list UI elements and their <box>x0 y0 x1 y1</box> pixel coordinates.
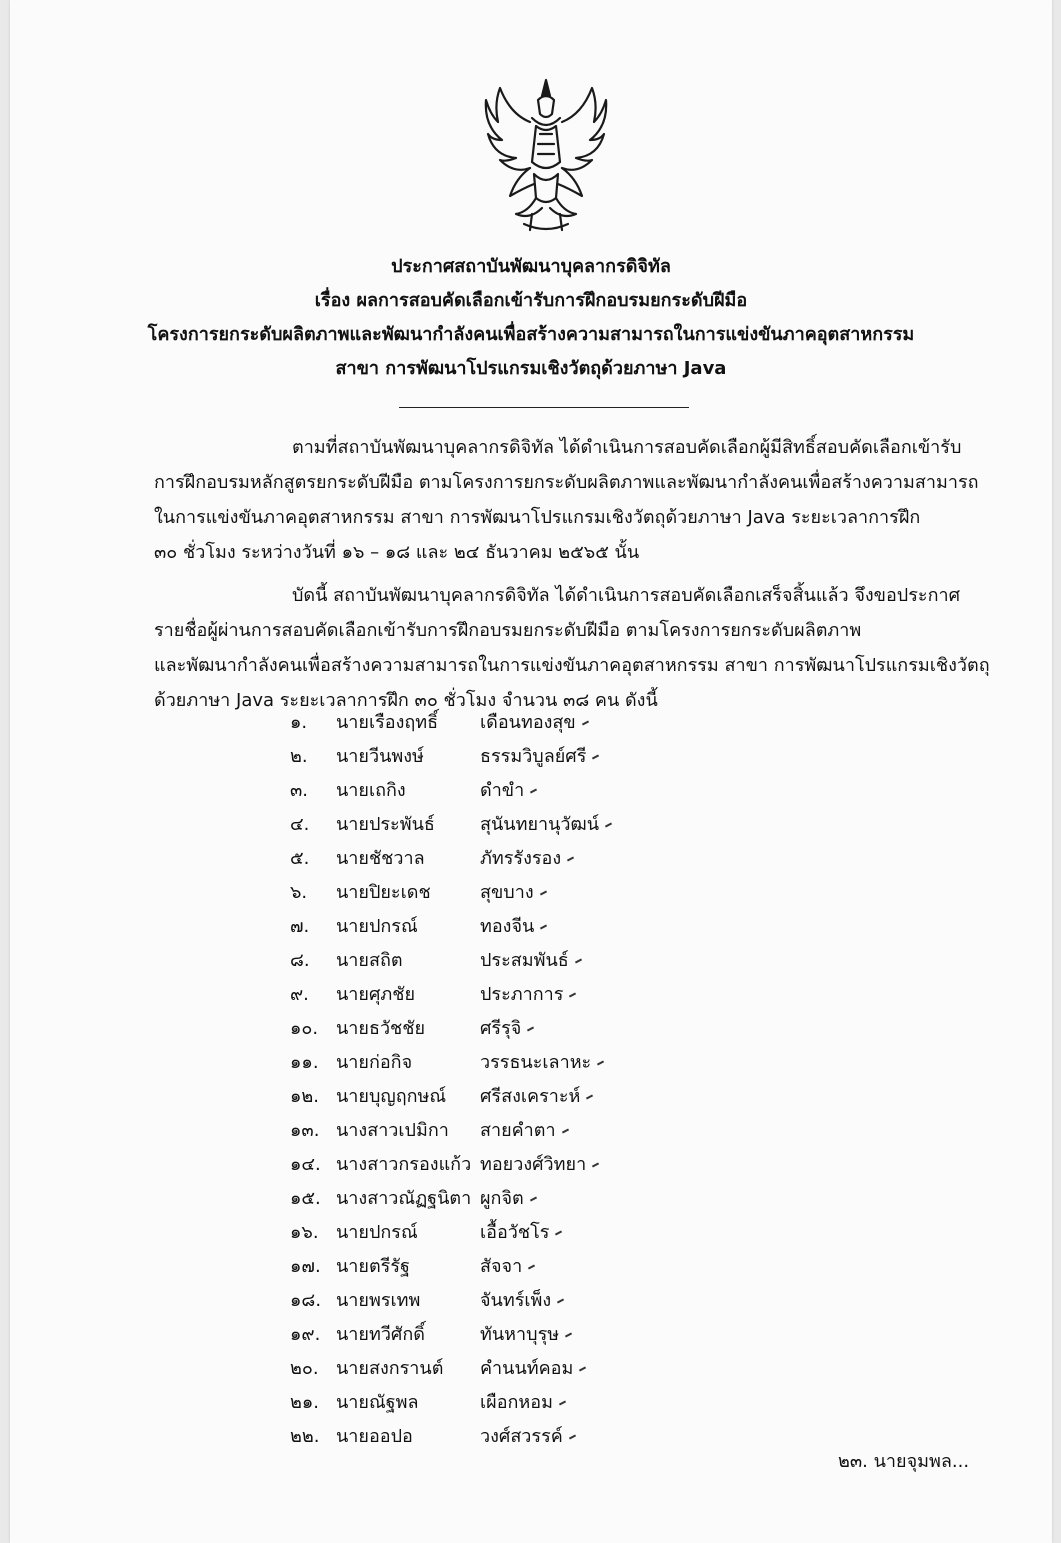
list-item-last-name: วรรธนะเลาหะ <box>480 1052 592 1073</box>
list-item-number: ๖. <box>290 882 308 903</box>
list-item-last-name-cell <box>480 1148 599 1182</box>
list-item-last-name: คำนนท์คอม <box>480 1358 574 1379</box>
paragraph-1-line-3: ในการแข่งขันภาคอุตสาหกรรม สาขา การพัฒนาโปรแกรมเชิงวัตถุด้วยภาษา Java ระยะเวลาการฝึก <box>154 507 921 528</box>
list-item-number: ๕. <box>290 848 310 869</box>
list-item <box>290 910 650 944</box>
check-mark-icon <box>575 958 582 963</box>
list-item <box>290 706 650 740</box>
list-item-last-name-cell <box>480 1420 576 1454</box>
list-item <box>290 1114 650 1148</box>
list-item-last-name: ภัทรรังรอง <box>480 848 562 869</box>
list-item <box>290 1318 650 1352</box>
list-item-first-name: นายทวีศักดิ์ <box>336 1324 425 1345</box>
check-mark-icon <box>555 1230 562 1235</box>
list-item-first-name: นายเถกิง <box>336 780 406 801</box>
list-item <box>290 1420 650 1454</box>
list-item-last-name-cell <box>480 1352 586 1386</box>
list-item-number: ๑๓. <box>290 1120 320 1141</box>
check-mark-icon <box>557 1298 564 1303</box>
list-item-first-name: นายปกรณ์ <box>336 916 418 937</box>
paragraph-2-line-4: ด้วยภาษา Java ระยะเวลาการฝึก ๓๐ ชั่วโมง จำนวน ๓๘ คน ดังนี้ <box>154 690 658 711</box>
list-item-last-name-cell <box>480 706 589 740</box>
list-item <box>290 1046 650 1080</box>
list-item <box>290 1080 650 1114</box>
list-item-last-name-cell <box>480 774 537 808</box>
list-item-first-name: นายศุภชัย <box>336 984 416 1005</box>
check-mark-icon <box>565 1332 572 1337</box>
paragraph-1-line-1: ตามที่สถาบันพัฒนาบุคลากรดิจิทัล ได้ดำเนินการสอบคัดเลือกผู้มีสิทธิ์สอบคัดเลือกเข้ารับ <box>292 437 962 458</box>
list-item-first-name: นายบุญฤกษณ์ <box>336 1086 447 1107</box>
list-item-last-name: ทันหาบุรุษ <box>480 1324 560 1345</box>
paragraph-1-line-4: ๓๐ ชั่วโมง ระหว่างวันที่ ๑๖ – ๑๘ และ ๒๔ ธันวาคม ๒๕๖๕ นั้น <box>154 542 640 563</box>
list-item <box>290 1148 650 1182</box>
list-item-last-name-cell <box>480 1284 564 1318</box>
paragraph-2-line-2: รายชื่อผู้ผ่านการสอบคัดเลือกเข้ารับการฝึกอบรมยกระดับฝีมือ ตามโครงการยกระดับผลิตภาพ <box>154 620 862 641</box>
list-item-first-name: นายออปอ <box>336 1426 413 1447</box>
list-item <box>290 1250 650 1284</box>
header-divider <box>399 407 689 408</box>
check-mark-icon <box>540 924 547 929</box>
list-item-last-name: สัจจา <box>480 1256 523 1277</box>
list-item <box>290 1012 650 1046</box>
list-item <box>290 1216 650 1250</box>
list-item <box>290 740 650 774</box>
check-mark-icon <box>528 1264 535 1269</box>
list-item-number: ๑๗. <box>290 1256 321 1277</box>
list-item-last-name-cell <box>480 978 576 1012</box>
list-item <box>290 1182 650 1216</box>
candidate-list <box>290 706 650 1454</box>
list-item-number: ๒. <box>290 746 308 767</box>
list-item-last-name: ดำขำ <box>480 780 525 801</box>
list-item-last-name-cell <box>480 910 547 944</box>
check-mark-icon <box>579 1366 586 1371</box>
list-item-last-name: ผูกจิต <box>480 1188 524 1209</box>
list-item-first-name: นายตรีรัฐ <box>336 1256 410 1277</box>
list-item-number: ๑๒. <box>290 1086 320 1107</box>
check-mark-icon <box>605 822 612 827</box>
list-item-first-name: นายสงกรานต์ <box>336 1358 444 1379</box>
check-mark-icon <box>567 856 574 861</box>
list-item-number: ๔. <box>290 814 310 835</box>
paragraph-2-line-3: และพัฒนากำลังคนเพื่อสร้างความสามารถในการแข่งขันภาคอุตสาหกรรม สาขา การพัฒนาโปรแกรมเชิงวัตถุ <box>154 655 990 676</box>
list-item-last-name: ทอยวงศ์วิทยา <box>480 1154 587 1175</box>
list-item-last-name-cell <box>480 1386 566 1420</box>
list-item-last-name-cell <box>480 1182 537 1216</box>
list-item-last-name: ธรรมวิบูลย์ศรี <box>480 746 587 767</box>
check-mark-icon <box>569 1434 576 1439</box>
list-item-number: ๑๑. <box>290 1052 319 1073</box>
list-item-last-name: ประสมพันธ์ <box>480 950 569 971</box>
header-line-1: ประกาศสถาบันพัฒนาบุคลากรดิจิทัล <box>391 256 671 277</box>
list-item-last-name-cell <box>480 1012 534 1046</box>
list-item-number: ๒๒. <box>290 1426 320 1447</box>
check-mark-icon <box>592 1162 599 1167</box>
list-item-number: ๘. <box>290 950 310 971</box>
check-mark-icon <box>562 1128 569 1133</box>
list-item-number: ๗. <box>290 916 310 937</box>
list-item-last-name: จันทร์เพ็ง <box>480 1290 552 1311</box>
check-mark-icon <box>559 1400 566 1405</box>
check-mark-icon <box>592 754 599 759</box>
list-item-last-name: ประภาการ <box>480 984 564 1005</box>
check-mark-icon <box>527 1026 534 1031</box>
list-item-first-name: นายธวัชชัย <box>336 1018 426 1039</box>
list-item-number: ๑๙. <box>290 1324 321 1345</box>
list-item-number: ๑๐. <box>290 1018 319 1039</box>
list-item-last-name: ศรีสงเคราะห์ <box>480 1086 581 1107</box>
list-item-last-name: ศรีรุจิ <box>480 1018 522 1039</box>
list-item-first-name: นายก่อกิจ <box>336 1052 413 1073</box>
list-item <box>290 1386 650 1420</box>
list-item-last-name-cell <box>480 1046 604 1080</box>
paragraph-2 <box>154 578 990 718</box>
list-item-last-name: สุนันทยานุวัฒน์ <box>480 814 600 835</box>
list-item-last-name: สายคำตา <box>480 1120 556 1141</box>
list-item-number: ๑๘. <box>290 1290 322 1311</box>
list-item-first-name: นายพรเทพ <box>336 1290 421 1311</box>
list-item-first-name: นายปกรณ์ <box>336 1222 418 1243</box>
list-item-first-name: นายวีนพงษ์ <box>336 746 424 767</box>
list-item-first-name: นายสถิต <box>336 950 403 971</box>
list-item-number: ๑. <box>290 712 308 733</box>
paragraph-1-line-2: การฝึกอบรมหลักสูตรยกระดับฝีมือ ตามโครงการยกระดับผลิตภาพและพัฒนากำลังคนเพื่อสร้างความสามารถ <box>154 472 979 493</box>
list-item-last-name: สุขบาง <box>480 882 534 903</box>
check-mark-icon <box>586 1094 593 1099</box>
paragraph-1 <box>154 430 979 570</box>
list-item-last-name-cell <box>480 1080 593 1114</box>
list-item-first-name: นายชัชวาล <box>336 848 425 869</box>
list-item-first-name: นางสาวเปมิกา <box>336 1120 449 1141</box>
list-item-last-name-cell <box>480 740 599 774</box>
list-item-last-name-cell <box>480 944 582 978</box>
check-mark-icon <box>540 890 547 895</box>
list-item-last-name: ทองจีน <box>480 916 535 937</box>
header-line-4: สาขา การพัฒนาโปรแกรมเชิงวัตถุด้วยภาษา Java <box>335 358 727 379</box>
list-item-number: ๑๕. <box>290 1188 321 1209</box>
list-item <box>290 978 650 1012</box>
list-item-last-name-cell <box>480 1216 562 1250</box>
header-line-2: เรื่อง ผลการสอบคัดเลือกเข้ารับการฝึกอบรมยกระดับฝีมือ <box>314 290 748 311</box>
list-item-last-name-cell <box>480 808 612 842</box>
list-item-first-name: นางสาวกรองแก้ว <box>336 1154 472 1175</box>
check-mark-icon <box>530 1196 537 1201</box>
list-item <box>290 842 650 876</box>
list-item <box>290 944 650 978</box>
list-item-last-name: วงศ์สวรรค์ <box>480 1426 563 1447</box>
paragraph-2-line-1: บัดนี้ สถาบันพัฒนาบุคลากรดิจิทัล ได้ดำเนินการสอบคัดเลือกเสร็จสิ้นแล้ว จึงขอประกาศ <box>292 585 960 606</box>
list-item <box>290 774 650 808</box>
list-item-first-name: นายณัฐพล <box>336 1392 419 1413</box>
check-mark-icon <box>569 992 576 997</box>
list-item-last-name-cell <box>480 1318 572 1352</box>
list-item-last-name: เดือนทองสุข <box>480 712 576 733</box>
list-item-number: ๒๑. <box>290 1392 320 1413</box>
list-item-last-name-cell <box>480 1250 535 1284</box>
list-item-number: ๓. <box>290 780 309 801</box>
list-item-number: ๒๐. <box>290 1358 319 1379</box>
continuation-note: ๒๓. นายจุมพล... <box>838 1451 970 1472</box>
document-page <box>10 0 1052 1543</box>
list-item <box>290 1352 650 1386</box>
check-mark-icon <box>582 720 589 725</box>
list-item <box>290 876 650 910</box>
list-item-last-name: เผือกหอม <box>480 1392 553 1413</box>
announcement-header <box>10 250 1052 386</box>
list-item-first-name: นายปิยะเดช <box>336 882 431 903</box>
list-item-number: ๑๔. <box>290 1154 321 1175</box>
list-item-first-name: นางสาวณัฏฐนิตา <box>336 1188 472 1209</box>
check-mark-icon <box>597 1060 604 1065</box>
header-line-3: โครงการยกระดับผลิตภาพและพัฒนากำลังคนเพื่อสร้างความสามารถในการแข่งขันภาคอุตสาหกรรม <box>147 324 915 345</box>
list-item-first-name: นายประพันธ์ <box>336 814 435 835</box>
list-item <box>290 808 650 842</box>
list-item-number: ๙. <box>290 984 309 1005</box>
check-mark-icon <box>530 788 537 793</box>
list-item-last-name-cell <box>480 876 547 910</box>
list-item <box>290 1284 650 1318</box>
list-item-last-name-cell <box>480 1114 569 1148</box>
list-item-last-name: เอื้อวัชโร <box>480 1222 550 1243</box>
list-item-last-name-cell <box>480 842 574 876</box>
list-item-first-name: นายเรืองฤทธิ์ <box>336 712 439 733</box>
garuda-emblem <box>480 74 612 238</box>
list-item-number: ๑๖. <box>290 1222 319 1243</box>
